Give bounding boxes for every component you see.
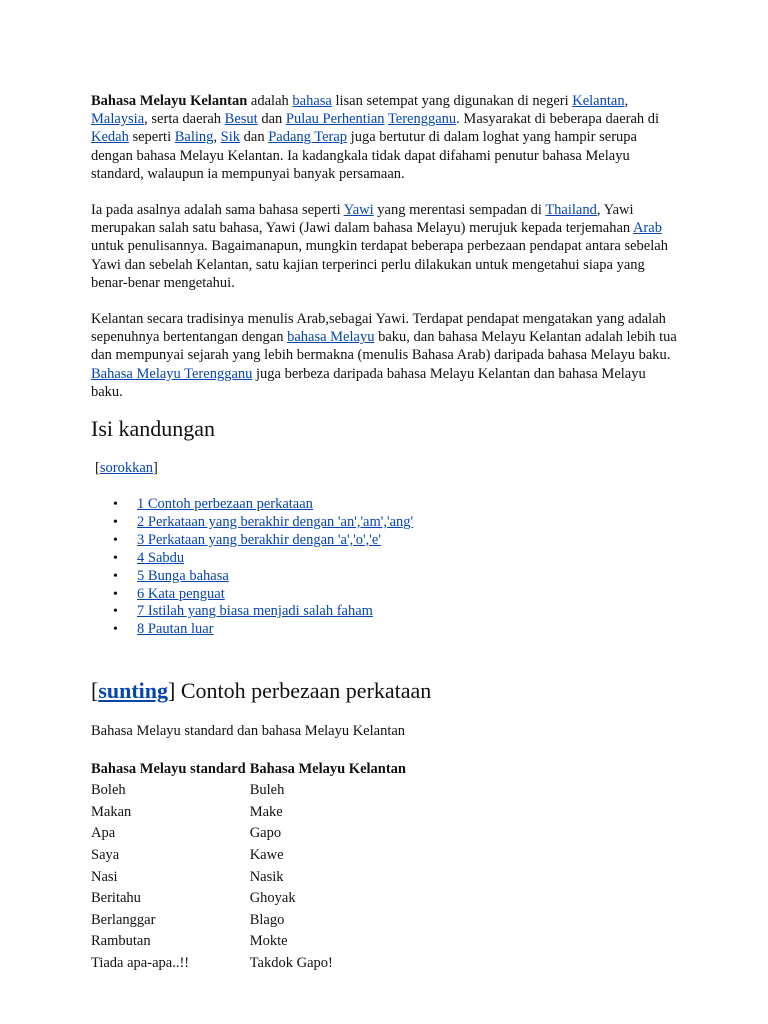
- toc-item: [91, 603, 413, 621]
- link-thailand[interactable]: Thailand: [545, 202, 597, 219]
- text: seperti: [128, 129, 175, 146]
- kelantan-word: Blago: [249, 911, 285, 928]
- toc-link-3[interactable]: 3 Perkataan yang berakhir dengan 'a','o','e': [137, 531, 381, 548]
- text: lisan setempat yang digunakan di negeri: [331, 93, 573, 109]
- table-row: [89, 888, 408, 910]
- section-title: Contoh perbezaan perkataan: [175, 678, 432, 703]
- table-row: [89, 802, 408, 824]
- kelantan-word: Gapo: [249, 825, 282, 842]
- link-pulau-perhentian[interactable]: Pulau Perhentian: [285, 111, 385, 128]
- table-header-row: [89, 759, 408, 780]
- text: dan: [257, 111, 286, 128]
- table-row: [89, 845, 408, 867]
- toc-item: [91, 496, 413, 514]
- text: . Masyarakat di beberapa daerah di: [456, 111, 660, 128]
- kelantan-word: Ghoyak: [249, 890, 296, 907]
- bracket: [: [91, 678, 99, 703]
- link-padang-terap[interactable]: Padang Terap: [268, 129, 348, 146]
- table-row: [89, 780, 408, 802]
- link-terengganu[interactable]: Terengganu: [387, 111, 457, 128]
- table-row: [89, 953, 408, 975]
- table-row: [89, 910, 408, 932]
- article-body: [91, 92, 681, 419]
- bracket: [: [95, 460, 100, 476]
- bracket: ]: [168, 678, 176, 703]
- toc-title: Isi kandungan: [91, 416, 216, 441]
- link-arab[interactable]: Arab: [632, 220, 662, 237]
- section-heading: [91, 677, 431, 705]
- toc-hide-link[interactable]: sorokkan: [99, 460, 154, 476]
- bullet-icon: •: [113, 532, 118, 548]
- kelantan-word: Mokte: [249, 933, 288, 950]
- toc-item: [91, 568, 413, 586]
- table-row: [89, 823, 408, 845]
- text: dan: [240, 129, 269, 146]
- link-sik[interactable]: Sik: [220, 129, 241, 146]
- bullet-icon: •: [113, 586, 118, 602]
- table-row: [89, 866, 408, 888]
- link-bahasa-melayu-terengganu[interactable]: Bahasa Melayu Terengganu: [91, 365, 253, 382]
- text: baku, dan bahasa Melayu Kelantan adalah lebih tua dan mempunyai sejarah yang lebih bermakna (menulis Bahasa Arab) daripada bahasa Melayu baku.: [91, 329, 677, 364]
- text: yang merentasi sempadan di: [373, 202, 546, 219]
- toc-link-6[interactable]: 6 Kata penguat: [137, 585, 225, 602]
- link-bahasa-melayu[interactable]: bahasa Melayu: [287, 329, 375, 346]
- text: , Yawi merupakan salah satu bahasa, Yawi (Jawi dalam bahasa Melayu) merujuk kepada terjemahan: [91, 202, 634, 237]
- kelantan-word: Kawe: [249, 847, 284, 864]
- link-kelantan[interactable]: Kelantan: [572, 93, 625, 109]
- toc-link-5[interactable]: 5 Bunga bahasa: [137, 567, 229, 584]
- toc-item: [91, 586, 413, 604]
- toc-link-2[interactable]: 2 Perkataan yang berakhir dengan 'an','am','ang': [137, 513, 414, 530]
- article-subject: Bahasa Melayu Kelantan: [91, 93, 248, 109]
- text: Ia pada asalnya adalah sama bahasa seperti: [91, 202, 344, 219]
- toc-toggle: [95, 459, 158, 477]
- bullet-icon: •: [113, 622, 118, 638]
- text: adalah: [247, 93, 293, 109]
- text: juga berbeza daripada bahasa Melayu Kelantan dan bahasa Melayu baku.: [91, 365, 646, 400]
- link-malaysia[interactable]: Malaysia: [91, 111, 145, 128]
- toc-link-8[interactable]: 8 Pautan luar: [137, 621, 214, 638]
- kelantan-word: Nasik: [249, 868, 284, 885]
- bracket: ]: [153, 460, 158, 476]
- paragraph-tradition: [91, 310, 681, 401]
- link-besut[interactable]: Besut: [224, 111, 258, 128]
- toc-link-1[interactable]: 1 Contoh perbezaan perkataan: [137, 496, 313, 512]
- toc-item: [91, 532, 413, 550]
- standard-word: Rambutan: [91, 933, 151, 950]
- text: Kelantan secara tradisinya menulis Arab,sebagai Yawi. Terdapat pendapat mengatakan yang adalah sepenuhnya bertentangan dengan: [91, 311, 666, 346]
- kelantan-word: Make: [249, 803, 283, 820]
- standard-word: Apa: [91, 825, 116, 842]
- bullet-icon: •: [113, 550, 118, 566]
- word-comparison-table: [89, 759, 408, 974]
- column-header-kelantan: Bahasa Melayu Kelantan: [249, 761, 406, 777]
- link-kedah[interactable]: Kedah: [91, 129, 129, 146]
- text: ,: [213, 129, 221, 146]
- toc-list: [91, 496, 413, 639]
- toc-item: [91, 514, 413, 532]
- standard-word: Berlanggar: [91, 911, 156, 928]
- standard-word: Boleh: [91, 782, 126, 799]
- toc-link-7[interactable]: 7 Istilah yang biasa menjadi salah faham: [137, 603, 373, 620]
- section-intro: Bahasa Melayu standard dan bahasa Melayu Kelantan: [91, 723, 406, 739]
- bullet-icon: •: [113, 497, 118, 512]
- toc-item: [91, 621, 413, 639]
- link-baling[interactable]: Baling: [174, 129, 214, 146]
- standard-word: Tiada apa-apa..!!: [91, 955, 190, 972]
- standard-word: Makan: [91, 803, 132, 820]
- table-row: [89, 931, 408, 953]
- standard-word: Beritahu: [91, 890, 141, 907]
- toc-link-4[interactable]: 4 Sabdu: [137, 549, 185, 566]
- text: untuk penulisannya. Bagaimanapun, mungkin terdapat beberapa perbezaan pendapat antara sebelah Yawi dan sebelah Kelantan, satu kajian terperinci perlu dilakukan untuk mengetahui siapa yang benar-benar mengetahui.: [91, 238, 668, 291]
- column-header-standard: Bahasa Melayu standard: [91, 761, 246, 777]
- kelantan-word: Buleh: [249, 782, 285, 799]
- paragraph-yawi: [91, 201, 681, 292]
- bullet-icon: •: [113, 604, 118, 620]
- link-yawi[interactable]: Yawi: [343, 202, 374, 219]
- standard-word: Nasi: [91, 868, 118, 885]
- bullet-icon: •: [113, 514, 118, 530]
- text: , serta daerah: [144, 111, 225, 128]
- text: ,: [624, 93, 629, 109]
- link-bahasa[interactable]: bahasa: [292, 93, 332, 109]
- standard-word: Saya: [91, 847, 120, 864]
- text: juga bertutur di dalam loghat yang hampir serupa dengan bahasa Melayu Kelantan. Ia kadangkala tidak dapat difahami penutur bahasa Melayu standard, walaupun ia mempunyai banyak persamaan.: [91, 129, 637, 182]
- edit-section-link[interactable]: sunting: [98, 678, 169, 703]
- paragraph-intro: [91, 92, 681, 183]
- toc-item: [91, 550, 413, 568]
- kelantan-word: Takdok Gapo!: [249, 955, 333, 972]
- bullet-icon: •: [113, 568, 118, 584]
